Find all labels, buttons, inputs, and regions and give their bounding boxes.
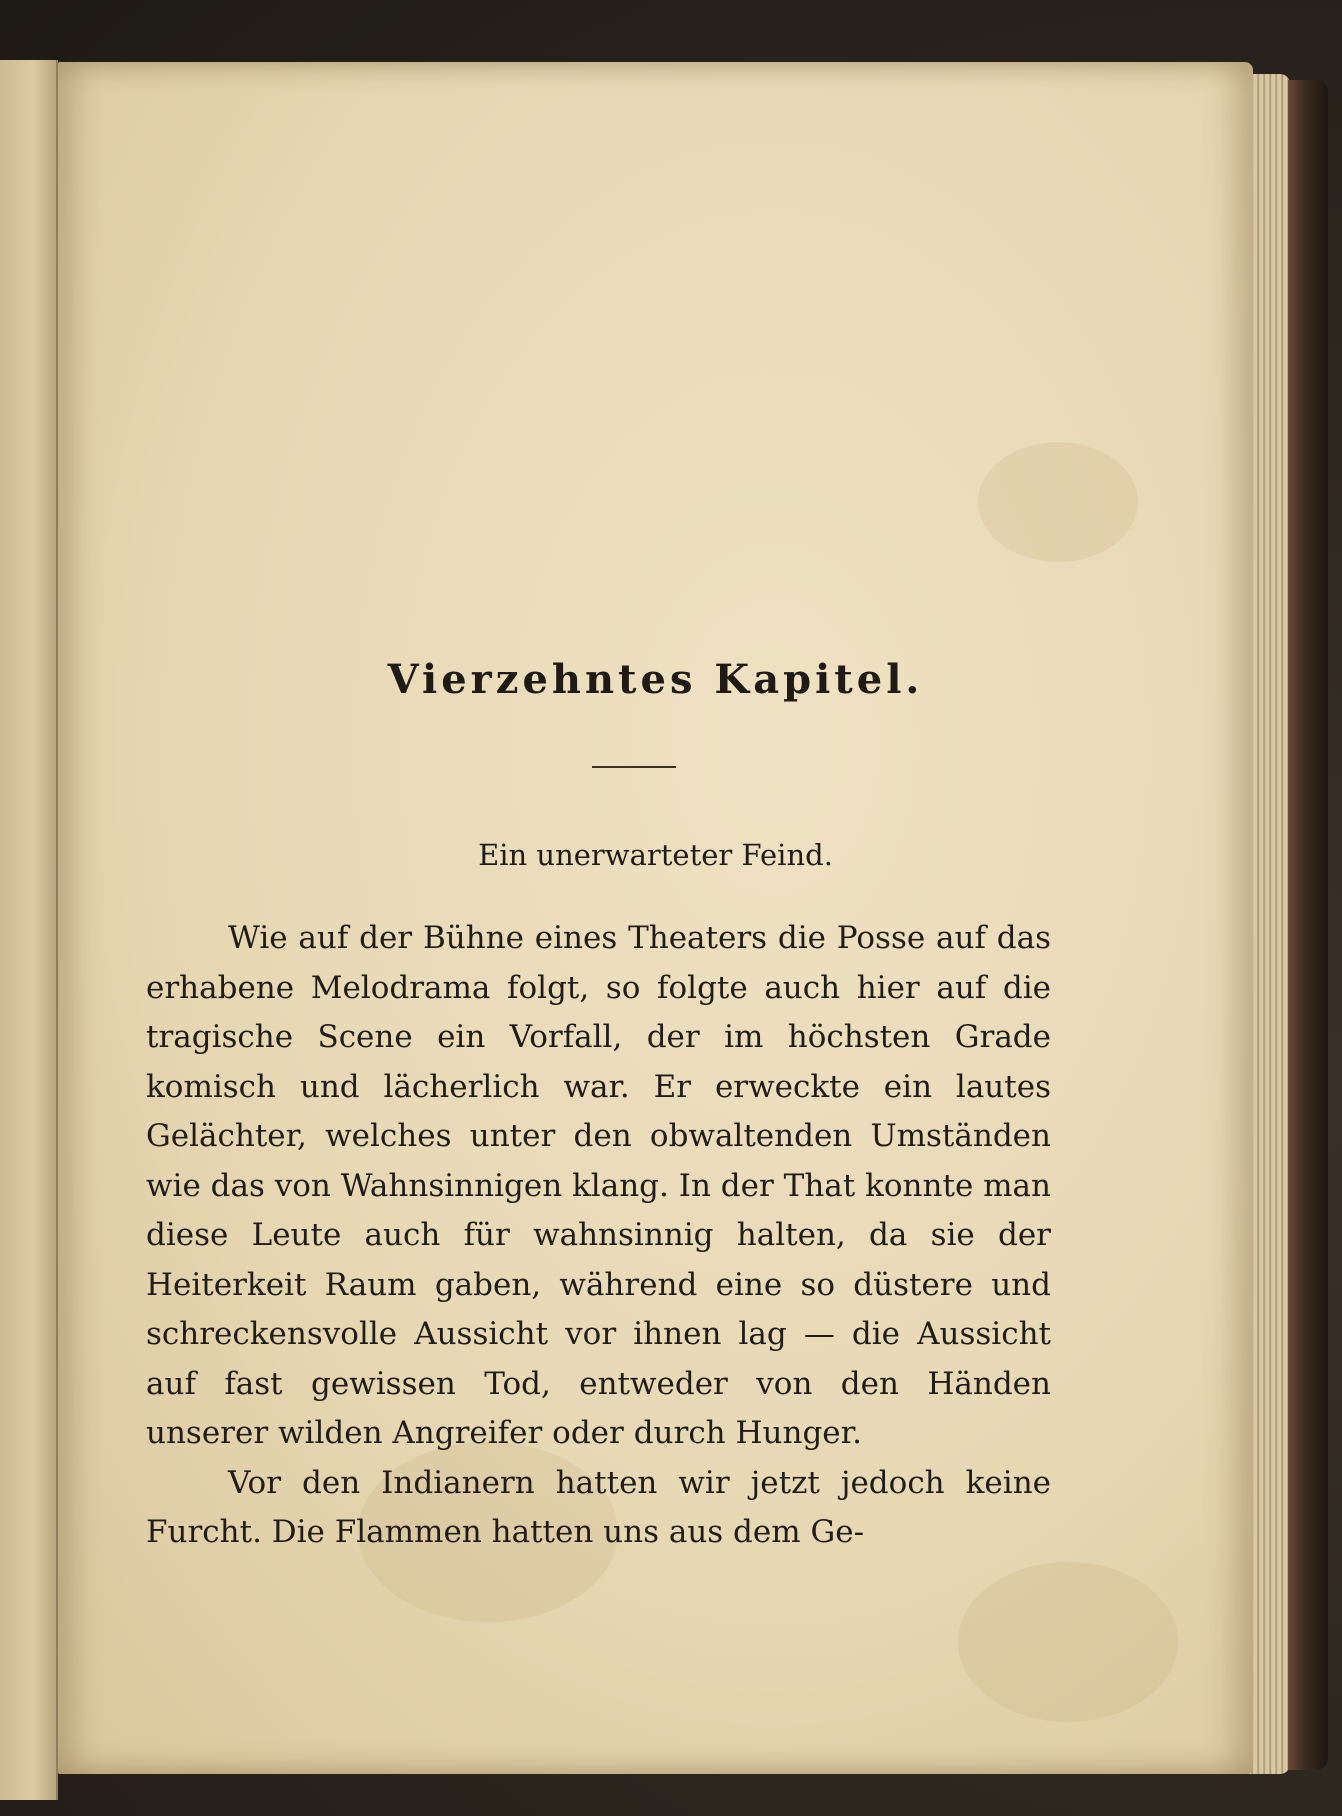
book-page: [58, 62, 1253, 1774]
cover-edge: [1288, 80, 1328, 1770]
title-rule: [592, 766, 676, 768]
paragraph: Wie auf der Bühne eines Theaters die Posse auf das erhabene Melodrama folgt, so folgte auch hier auf die tragische Scene ein Vorfall, der im höchsten Grade komisch und lächerlich war. Er erweckte ein lautes Gelächter, welches unter den obwaltenden Umständen wie das von Wahnsinnigen klang. In der That konnte man diese Leute auch für wahnsinnig halten, da sie der Heiterkeit Raum gaben, während eine so düstere und schreckensvolle Aussicht vor ihnen lag — die Aussicht auf fast gewissen Tod, entweder von den Händen unserer wilden Angreifer oder durch Hunger.: [146, 920, 1051, 1451]
paragraph: Vor den Indianern hatten wir jetzt jedoch keine Furcht. Die Flammen hatten uns aus dem Ge-: [146, 1464, 1051, 1550]
page-stain: [978, 442, 1138, 562]
chapter-title: Vierzehntes Kapitel.: [387, 656, 924, 703]
page-edges: [1248, 74, 1290, 1774]
chapter-subtitle: Ein unerwarteter Feind.: [478, 838, 833, 872]
body-text: [146, 914, 1051, 1558]
left-page-edge: [0, 60, 58, 1800]
page-stain: [958, 1562, 1178, 1722]
